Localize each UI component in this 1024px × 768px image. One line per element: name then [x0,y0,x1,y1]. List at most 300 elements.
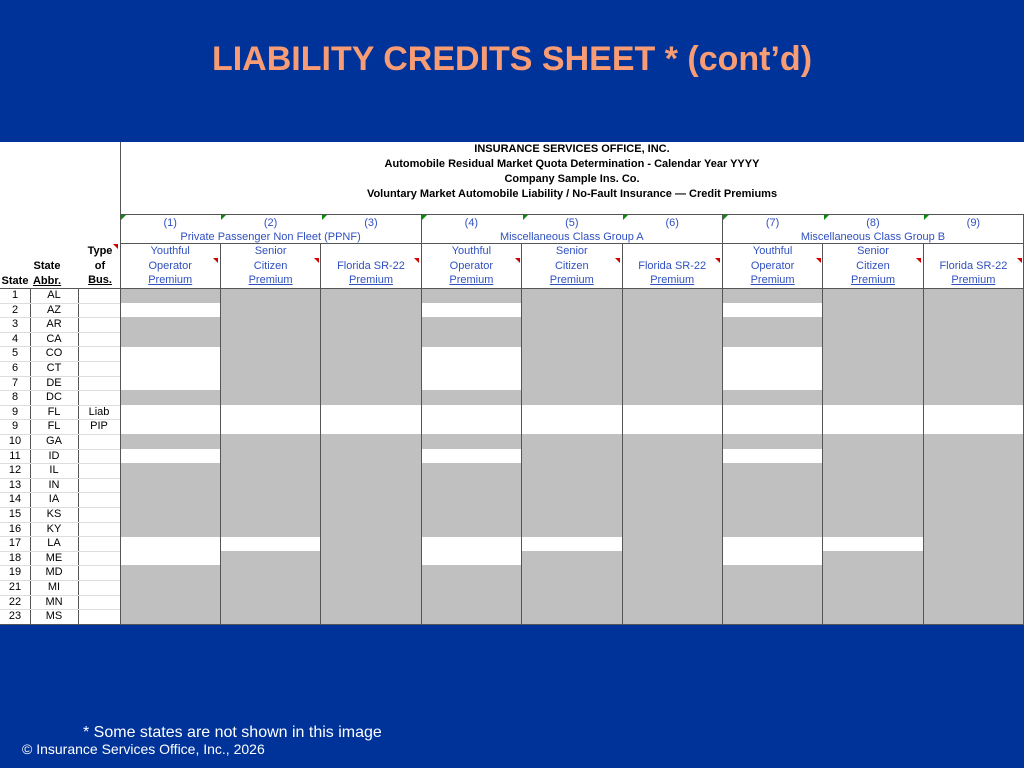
copyright: © Insurance Services Office, Inc., 2026 [22,741,265,757]
subheader-line: Senior [555,245,588,257]
row-divider [0,449,120,450]
shaded-cell [321,565,421,580]
shaded-cell [522,551,622,566]
shaded-cell [823,390,923,405]
subheader-line: Senior [857,245,889,257]
type-of-business [78,507,120,522]
shaded-cell [722,390,822,405]
sheet-header-market: Voluntary Market Automobile Liability / No-Fault Insurance — Credit Premiums [366,188,778,200]
shaded-cell [923,580,1023,595]
shaded-cell [923,565,1023,580]
sheet-header-company: INSURANCE SERVICES OFFICE, INC. [474,143,670,155]
column-number: (4) [464,217,479,229]
row-divider [0,580,120,581]
type-of-business [78,478,120,493]
shaded-cell [321,390,421,405]
shaded-cell [321,595,421,610]
shaded-cell [421,522,521,537]
shaded-cell [120,507,220,522]
row-divider [0,303,120,304]
shaded-cell [722,478,822,493]
shaded-cell [622,507,722,522]
shaded-cell [321,580,421,595]
abbr-header [30,259,64,288]
shaded-cell [823,507,923,522]
shaded-cell [622,580,722,595]
state-number: 19 [8,566,22,579]
state-number: 13 [8,478,22,491]
subheader-line: Premium [650,274,695,286]
red-comment-marker [414,258,419,263]
row-divider [0,346,120,347]
type-of-business [78,376,120,391]
shaded-cell [923,434,1023,449]
subheader-line: Florida SR-22 [337,259,405,272]
shaded-cell [622,449,722,464]
red-comment-marker [816,258,821,263]
shaded-cell [923,346,1023,361]
state-abbr: AL [47,289,61,301]
type-of-business [78,434,120,449]
shaded-cell [220,565,320,580]
footnote: * Some states are not shown in this image [83,724,382,741]
shaded-cell [923,332,1023,347]
column-subheader [722,244,822,288]
state-abbr: CA [46,332,62,345]
shaded-cell [522,580,622,595]
shaded-cell [220,332,320,347]
green-comment-marker [422,215,427,220]
shaded-cell [220,390,320,405]
shaded-cell [522,317,622,332]
shaded-cell [622,361,722,376]
green-comment-marker [924,215,929,220]
shaded-cell [321,507,421,522]
state-abbr: FL [47,420,61,433]
red-comment-marker [1017,258,1022,263]
row-divider [0,419,120,420]
shaded-cell [823,565,923,580]
subheader-line: Citizen [856,259,890,272]
row-divider [0,492,120,493]
abbr-header-line: Abbr. [32,274,62,287]
shaded-cell [220,478,320,493]
shaded-cell [622,565,722,580]
type-of-business [78,551,120,566]
state-abbr: IN [48,478,60,491]
state-number: 12 [8,464,22,477]
grid-line [120,214,1024,215]
shaded-cell [321,536,421,551]
shaded-cell [923,507,1023,522]
green-comment-marker [824,215,829,220]
state-abbr: AZ [46,303,62,316]
subheader-line: Youthful [451,245,492,257]
state-number: 5 [11,347,19,360]
shaded-cell [823,449,923,464]
shaded-cell [923,390,1023,405]
type-of-business [78,346,120,361]
shaded-cell [823,303,923,318]
shaded-cell [321,361,421,376]
shaded-cell [421,507,521,522]
type-of-business [78,317,120,332]
grid-line [421,214,422,624]
shaded-cell [522,522,622,537]
row-divider [0,434,120,435]
shaded-cell [823,463,923,478]
column-subheader [220,244,320,288]
shaded-cell [722,317,822,332]
subheader-line [923,244,1023,259]
shaded-cell [923,317,1023,332]
type-of-business [78,595,120,610]
state-abbr: ME [45,551,63,564]
shaded-cell [923,376,1023,391]
shaded-cell [421,463,521,478]
row-divider [0,390,120,391]
state-abbr: MI [47,581,61,593]
shaded-cell [220,463,320,478]
green-comment-marker [221,215,226,220]
column-number: (7) [765,217,780,229]
row-divider [0,361,120,362]
shaded-cell [923,595,1023,610]
green-comment-marker [623,215,628,220]
shaded-cell [220,361,320,376]
shaded-cell [622,376,722,391]
state-number: 21 [8,581,22,593]
green-comment-marker [322,215,327,220]
shaded-cell [220,449,320,464]
shaded-cell [421,609,521,624]
shaded-cell [923,551,1023,566]
shaded-cell [421,317,521,332]
subheader-line: Florida SR-22 [638,259,707,272]
shaded-cell [120,565,220,580]
type-of-business [78,492,120,507]
state-abbr: CT [46,362,62,374]
type-of-business [78,332,120,347]
subheader-line: Premium [951,274,996,286]
column-subheader [823,244,923,288]
shaded-cell [622,317,722,332]
credits-sheet-table [0,142,1024,625]
row-divider [0,507,120,508]
shaded-cell [421,565,521,580]
shaded-cell [722,565,822,580]
shaded-cell [622,478,722,493]
subheader-line: Operator [148,259,192,272]
state-number: 8 [11,391,19,404]
shaded-cell [622,463,722,478]
row-divider [0,536,120,537]
state-abbr: CO [45,347,63,360]
type-header [80,244,120,288]
shaded-cell [220,376,320,391]
shaded-cell [220,434,320,449]
shaded-cell [120,434,220,449]
shaded-cell [120,522,220,537]
shaded-cell [722,580,822,595]
shaded-cell [321,609,421,624]
row-divider [0,317,120,318]
shaded-cell [522,361,622,376]
sheet-header-determination: Automobile Residual Market Quota Determination - Calendar Year YYYY [384,158,760,170]
subheader-line: Premium [750,274,795,286]
column-subheader [120,244,220,288]
shaded-cell [823,361,923,376]
shaded-cell [622,536,722,551]
type-header-line: Bus. [88,274,112,286]
shaded-cell [421,478,521,493]
shaded-cell [120,288,220,303]
state-abbr: DE [46,376,62,389]
state-abbr: DC [46,391,62,404]
subheader-line: Florida SR-22 [939,259,1008,272]
grid-line [722,214,723,624]
subheader-line: Premium [148,274,193,286]
shaded-cell [120,332,220,347]
red-comment-marker [615,258,620,263]
type-of-business: Liab [88,405,110,418]
state-abbr: ID [48,449,60,462]
shaded-cell [321,551,421,566]
shaded-cell [220,551,320,566]
type-of-business [78,536,120,551]
type-of-business [78,449,120,464]
column-subheader [622,244,722,288]
shaded-cell [421,390,521,405]
shaded-cell [421,332,521,347]
subheader-line: Youthful [150,245,190,257]
shaded-cell [321,288,421,303]
shaded-cell [622,609,722,624]
column-number: (6) [665,217,679,229]
grid-line [78,288,79,624]
group-label: Miscellaneous Class Group B [800,231,946,243]
subheader-line: Operator [449,259,494,272]
shaded-cell [923,536,1023,551]
state-number: 6 [11,362,19,374]
shaded-cell [622,522,722,537]
shaded-cell [220,317,320,332]
shaded-cell [823,332,923,347]
shaded-cell [522,346,622,361]
shaded-cell [220,507,320,522]
shaded-cell [522,463,622,478]
shaded-cell [923,361,1023,376]
red-comment-marker [213,258,218,263]
state-number: 22 [8,595,22,608]
shaded-cell [220,609,320,624]
grid-line [923,243,924,624]
abbr-header-line: State [33,260,61,272]
type-header-line: Type [87,245,113,257]
state-number: 7 [11,376,19,389]
shaded-cell [622,434,722,449]
type-of-business [78,288,120,303]
column-subheader [522,244,622,288]
shaded-cell [220,522,320,537]
state-abbr: KS [46,508,62,520]
shaded-cell [522,390,622,405]
shaded-cell [622,346,722,361]
shaded-cell [722,595,822,610]
grid-line [622,243,623,624]
shaded-cell [722,609,822,624]
shaded-cell [321,317,421,332]
subheader-line: Premium [449,274,494,286]
shaded-cell [220,346,320,361]
shaded-cell [823,317,923,332]
green-comment-marker [523,215,528,220]
shaded-cell [220,595,320,610]
row-divider [0,565,120,566]
state-number: 18 [8,551,22,564]
shaded-cell [522,478,622,493]
shaded-cell [321,449,421,464]
shaded-cell [220,303,320,318]
shaded-cell [220,580,320,595]
state-number: 14 [8,493,22,506]
shaded-cell [722,332,822,347]
row-divider [0,595,120,596]
shaded-cell [923,609,1023,624]
type-of-business [78,522,120,537]
column-number: (8) [866,217,880,229]
shaded-cell [522,609,622,624]
grid-line [30,288,31,624]
shaded-cell [823,288,923,303]
grid-line [320,243,321,624]
type-of-business: PIP [90,420,108,433]
column-number: (3) [364,217,378,229]
shaded-cell [321,332,421,347]
type-of-business [78,303,120,318]
shaded-cell [321,303,421,318]
red-comment-marker [113,244,118,249]
shaded-cell [923,522,1023,537]
shaded-cell [421,434,521,449]
state-number: 2 [11,303,19,316]
shaded-cell [321,434,421,449]
state-number: 16 [8,522,22,535]
shaded-cell [321,478,421,493]
shaded-cell [421,580,521,595]
shaded-cell [220,288,320,303]
row-divider [0,478,120,479]
shaded-cell [923,449,1023,464]
shaded-cell [522,376,622,391]
shaded-cell [923,303,1023,318]
type-of-business [78,565,120,580]
red-comment-marker [515,258,520,263]
column-subheader [421,244,521,288]
state-abbr: MN [45,595,63,608]
subheader-line [622,244,722,259]
column-number: (9) [966,217,981,229]
sheet-header-insurer: Company Sample Ins. Co. [504,173,640,185]
state-abbr: MD [45,566,63,579]
shaded-cell [321,463,421,478]
state-abbr: FL [47,405,61,418]
shaded-cell [522,332,622,347]
shaded-cell [823,595,923,610]
shaded-cell [823,376,923,391]
state-number: 9 [11,420,19,433]
shaded-cell [622,288,722,303]
state-number: 15 [8,508,22,520]
shaded-cell [321,376,421,391]
shaded-cell [120,595,220,610]
type-of-business [78,609,120,624]
state-abbr: IL [49,464,59,477]
row-divider [0,405,120,406]
grid-line [521,243,522,624]
shaded-cell [522,449,622,464]
grid-line [0,624,1024,625]
shaded-cell [120,492,220,507]
shaded-cell [722,463,822,478]
red-comment-marker [314,258,319,263]
shaded-cell [622,551,722,566]
subheader-line: Citizen [554,259,589,272]
column-subheader [923,244,1023,288]
type-header-line: of [94,259,106,272]
column-number: (1) [163,217,177,229]
column-number: (5) [565,217,579,229]
type-of-business [78,463,120,478]
shaded-cell [321,522,421,537]
shaded-cell [120,463,220,478]
state-number: 4 [11,332,19,345]
group-label: Miscellaneous Class Group A [499,231,644,243]
subheader-line: Premium [850,274,895,286]
type-of-business [78,361,120,376]
shaded-cell [220,492,320,507]
shaded-cell [923,463,1023,478]
state-abbr: KY [46,522,62,535]
state-number: 3 [11,318,19,331]
shaded-cell [923,492,1023,507]
state-abbr: IA [48,493,60,506]
state-abbr: AR [46,318,62,331]
subheader-line: Premium [248,274,293,286]
subheader-line: Senior [254,245,287,257]
shaded-cell [823,478,923,493]
shaded-cell [722,288,822,303]
grid-line [0,288,1024,289]
type-of-business [78,390,120,405]
type-of-business [78,580,120,595]
shaded-cell [120,580,220,595]
shaded-cell [722,492,822,507]
shaded-cell [120,609,220,624]
row-divider [0,332,120,333]
shaded-cell [923,478,1023,493]
state-number: 1 [11,289,19,301]
shaded-cell [421,288,521,303]
row-divider [0,463,120,464]
shaded-cell [622,595,722,610]
shaded-cell [522,288,622,303]
shaded-cell [823,346,923,361]
red-comment-marker [916,258,921,263]
grid-line [220,243,221,624]
state-abbr: MS [45,610,63,623]
state-number: 9 [11,405,19,418]
